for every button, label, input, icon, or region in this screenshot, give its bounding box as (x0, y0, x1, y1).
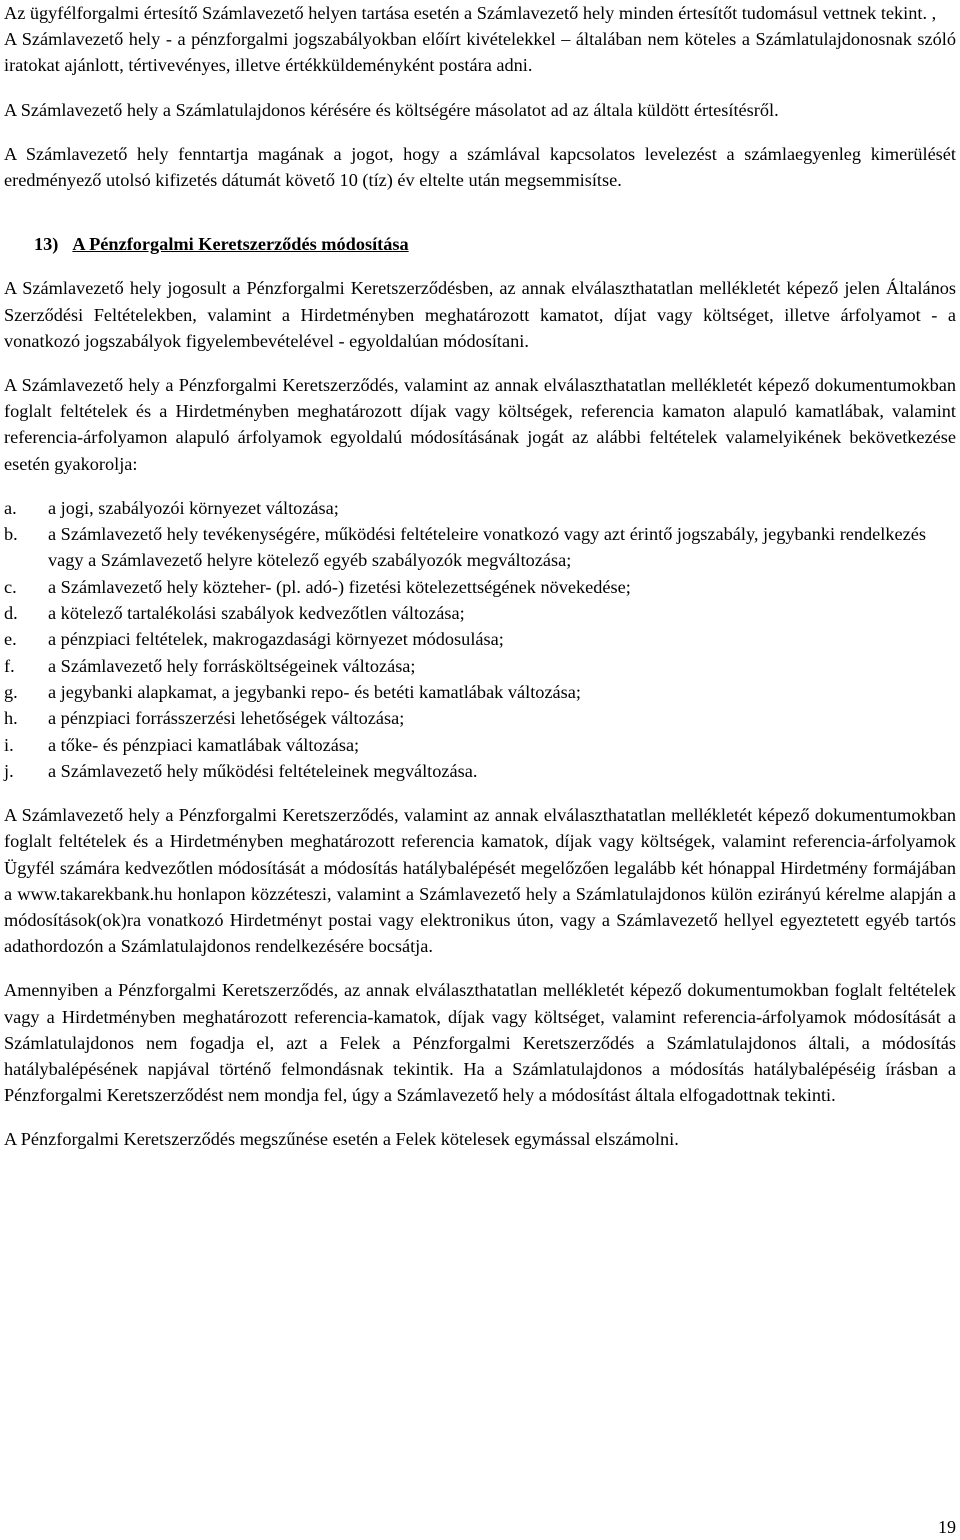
list-item-marker: b. (4, 524, 18, 545)
list-item-marker: f. (4, 655, 15, 676)
conditions-list (4, 495, 956, 784)
document-page (4, 0, 956, 1153)
list-item-text: a kötelező tartalékolási szabályok kedvezőtlen változása; (48, 603, 465, 624)
list-item-text: a jegybanki alapkamat, a jegybanki repo- és betéti kamatlábak változása; (48, 681, 581, 702)
list-item-text: a jogi, szabályozói környezet változása; (48, 497, 339, 518)
list-item (4, 732, 956, 758)
list-item-text: a tőke- és pénzpiaci kamatlábak változása; (48, 734, 360, 755)
paragraph-conditions-intro: A Számlavezető hely a Pénzforgalmi Keretszerződés, valamint az annak elválaszthatatlan mellékletét képező dokumentumokban foglalt feltételek és a Hirdetményben meghatározott díjak vagy költségek, referencia kamaton alapuló kamatlábak, valamint referencia-árfolyamon alapuló árfolyamok egyoldalú módosításának jogát az alábbi feltételek valamelyikének bekövetkezése esetén gyakorolja: (4, 375, 956, 474)
paragraph-settlement: A Pénzforgalmi Keretszerződés megszűnése esetén a Felek kötelesek egymással elszámolni. (4, 1129, 679, 1150)
list-item-marker: a. (4, 497, 17, 518)
paragraph-copy-request: A Számlavezető hely a Számlatulajdonos kérésére és költségére másolatot ad az általa küldött értesítésről. (4, 99, 779, 120)
paragraph-notification-receipt: Az ügyfélforgalmi értesítő Számlavezető helyen tartása esetén a Számlavezető hely minden értesítőt tudomásul vettnek tekint. , (4, 3, 937, 23)
list-item-marker: d. (4, 603, 18, 624)
list-item (4, 758, 956, 784)
list-item-marker: e. (4, 629, 17, 650)
paragraph-retention: A Számlavezető hely fenntartja magának a jogot, hogy a számlával kapcsolatos levelezést a számlaegyenleg kimerülését eredményező utolsó kifizetés dátumát követő 10 (tíz) év eltelte után megsemmisítse. (4, 143, 956, 191)
list-item-marker: g. (4, 681, 18, 702)
list-item (4, 705, 956, 731)
list-item-marker: i. (4, 734, 14, 755)
list-item-text: a Számlavezető hely közteher- (pl. adó-) fizetési kötelezettségének növekedése; (48, 576, 631, 597)
list-item-marker: c. (4, 576, 17, 597)
list-item-text: a pénzpiaci forrásszerzési lehetőségek változása; (48, 708, 405, 729)
list-item-text: a Számlavezető hely tevékenységére, működési feltételeire vonatkozó vagy azt érintő jogszabály, jegybanki rendelkezés vagy a Számlavezető helyre kötelező egyéb szabályozók megváltozása; (48, 524, 926, 571)
paragraph-modification-right: A Számlavezető hely jogosult a Pénzforgalmi Keretszerződésben, az annak elválaszthatatlan mellékletét képező jelen Általános Szerződési Feltételekben, valamint a Hirdetményben meghatározott kamatot, díjat vagy költséget, illetve árfolyamot - a vonatkozó jogszabályok figyelembevételével - egyoldalúan módosítani. (4, 278, 956, 351)
list-item (4, 626, 956, 652)
list-item-marker: j. (4, 760, 14, 781)
list-item (4, 653, 956, 679)
list-item (4, 600, 956, 626)
paragraph-notice: A Számlavezető hely a Pénzforgalmi Keretszerződés, valamint az annak elválaszthatatlan mellékletét képező dokumentumokban foglalt feltételek és a Hirdetményben meghatározott referencia kamatok, díjak vagy költségek, valamint referencia-árfolyamok Ügyfél számára kedvezőtlen módosítását a módosítás hatálybalépését megelőzően legalább két hónappal Hirdetmény formájában a www.takarekbank.hu honlapon közzéteszi, valamint a Számlavezető hely a Számlatulajdonos külön ezirányú kérelme alapján a módosítások(ok)ra vonatkozó Hirdetményt postai vagy elektronikus úton, vagy a Számlavezető hellyel egyeztetett egyéb tartós adathordozón a Számlatulajdonos rendelkezésére bocsátja. (4, 805, 956, 957)
paragraph-termination: Amennyiben a Pénzforgalmi Keretszerződés, az annak elválaszthatatlan mellékletét képező dokumentumokban foglalt feltételek vagy a Hirdetményben meghatározott referencia-kamatok, díjak vagy költséget, valamint referencia-árfolyamok módosítását a Számlatulajdonos nem fogadja el, azt a Felek a Pénzforgalmi Keretszerződés a Számlatulajdonos általi, a módosítás hatálybalépésének napjával történő felmondásnak tekintik. Ha a Számlatulajdonos a módosítás hatálybalépéséig írásban a Pénzforgalmi Keretszerződést nem mondja fel, úgy a Számlavezető hely a módosítást általa elfogadottnak tekinti. (4, 980, 956, 1106)
page-number: 19 (938, 1517, 956, 1537)
paragraph-mailing: A Számlavezető hely - a pénzforgalmi jogszabályokban előírt kivételekkel – általában nem köteles a Számlatulajdonosnak szóló iratokat ajánlott, tértivevényes, illetve értékküldeményként postára adni. (4, 29, 956, 76)
list-item (4, 495, 956, 521)
section-title: A Pénzforgalmi Keretszerződés módosítása (72, 234, 409, 255)
list-item (4, 521, 956, 574)
section-heading (34, 231, 956, 257)
list-item-marker: h. (4, 708, 18, 729)
list-item-text: a Számlavezető hely forrásköltségeinek változása; (48, 655, 416, 676)
section-number: 13) (34, 234, 59, 255)
list-item (4, 574, 956, 600)
list-item (4, 679, 956, 705)
list-item-text: a pénzpiaci feltételek, makrogazdasági környezet módosulása; (48, 629, 504, 650)
list-item-text: a Számlavezető hely működési feltételeinek megváltozása. (48, 760, 478, 781)
